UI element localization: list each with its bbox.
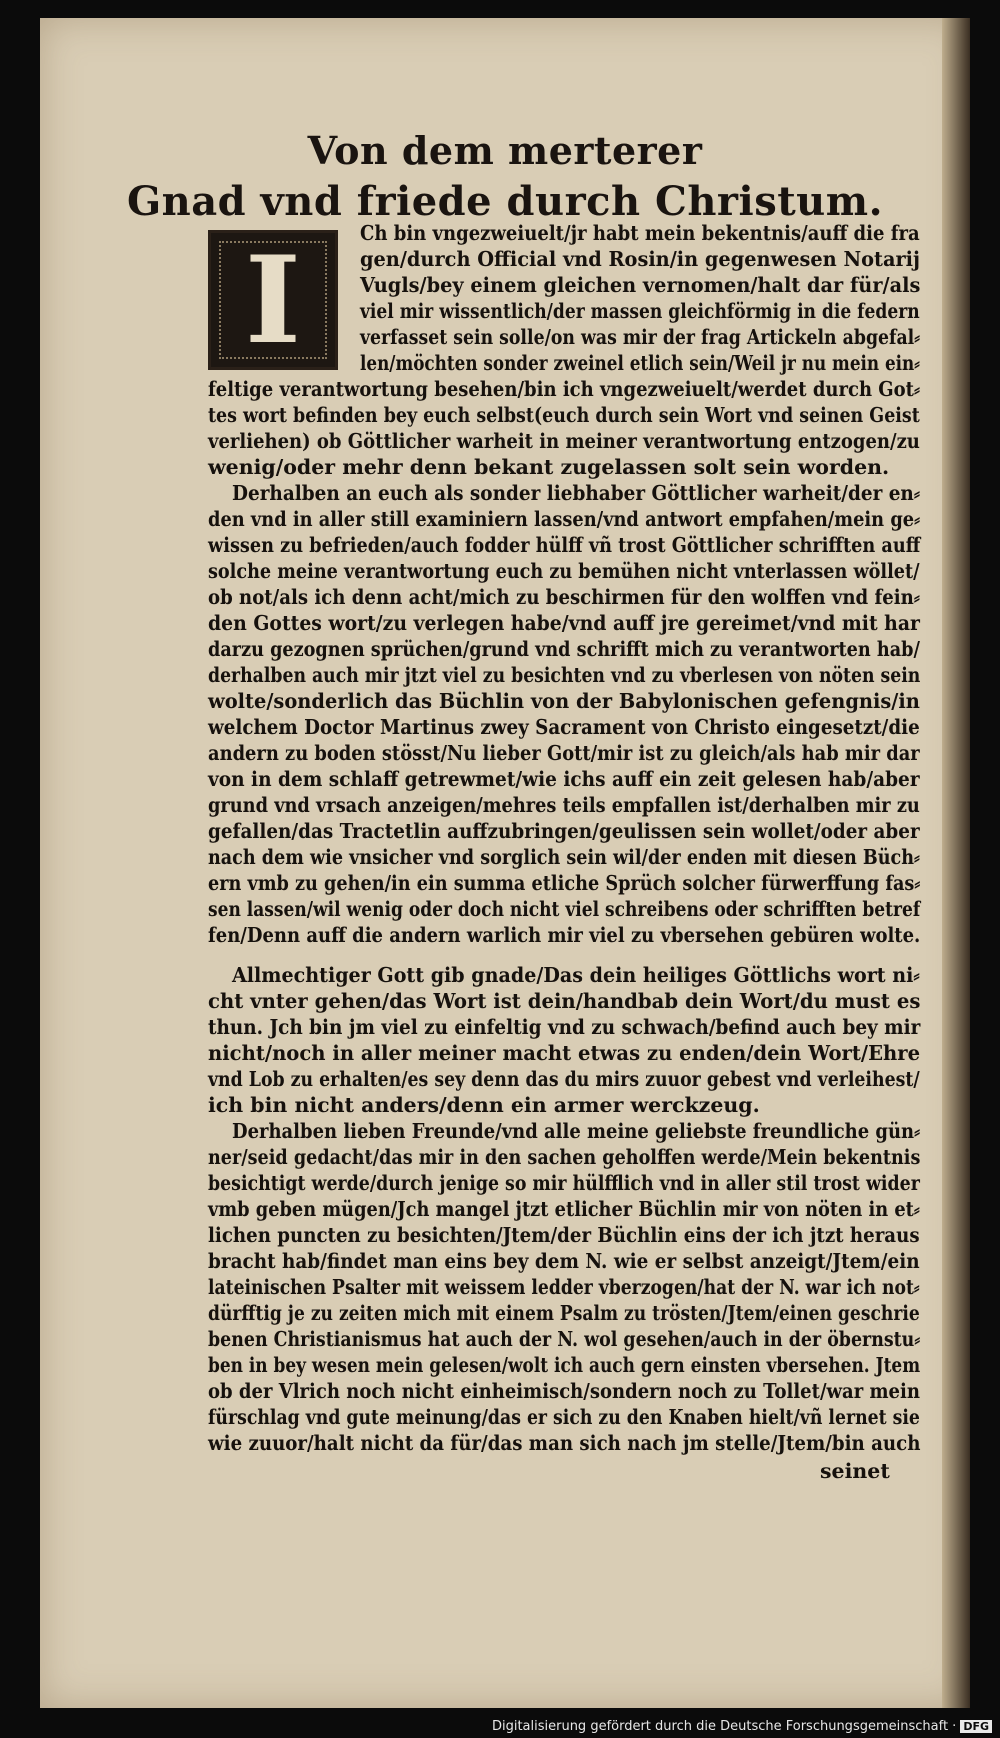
text-line: thun. Jch bin jm viel zu einfeltig vnd zu schwach/befind auch bey mir	[208, 1015, 921, 1039]
book-page	[40, 18, 970, 1708]
text-line: nach dem wie vnsicher vnd sorglich sein wil/der enden mit diesen Büch⸗	[208, 845, 920, 869]
text-line: verfasset sein solle/on was mir der frag Artickeln abgefal⸗	[360, 325, 921, 349]
text-line: Vugls/bey einem gleichen vernomen/halt dar für/als	[360, 273, 921, 297]
text-line: lichen puncten zu besichten/Jtem/der Büchlin eins der ich jtzt heraus	[208, 1223, 920, 1247]
text-line: vnd Lob zu erhalten/es sey denn das du mirs zuuor gebest vnd verleihest/	[208, 1067, 920, 1091]
page-title-line-2: Gnad vnd friede durch Christum.	[126, 178, 884, 225]
text-line: Derhalben lieben Freunde/vnd alle meine geliebste freundliche gün⸗	[232, 1119, 921, 1143]
text-line: feltige verantwortung besehen/bin ich vngezweiuelt/werdet durch Got⸗	[208, 377, 920, 401]
text-line: wie zuuor/halt nicht da für/das man sich nach jm stelle/Jtem/bin auch	[208, 1431, 921, 1455]
credit-text: Digitalisierung gefördert durch die Deutsche Forschungsgemeinschaft ·	[491, 1719, 957, 1734]
text-line: gefallen/das Tractetlin auffzubringen/geulissen sein wollet/oder aber	[208, 819, 920, 843]
text-line: Allmechtiger Gott gib gnade/Das dein heiliges Göttlichs wort ni⸗	[232, 963, 920, 987]
text-line: welchem Doctor Martinus zwey Sacrament von Christo eingesetzt/die	[208, 715, 920, 739]
text-line: darzu gezognen sprüchen/grund vnd schrifft mich zu verantworten hab/	[208, 637, 920, 661]
text-line: vmb geben mügen/Jch mangel jtzt etlicher Büchlin mir von nöten in et⸗	[208, 1197, 920, 1221]
text-line: Derhalben an euch als sonder liebhaber Göttlicher warheit/der en⸗	[232, 481, 920, 505]
text-line: lateinischen Psalter mit weissem ledder vberzogen/hat der N. war ich not⸗	[208, 1275, 920, 1299]
text-line: ner/seid gedacht/das mir in den sachen geholffen werde/Mein bekentnis	[208, 1145, 921, 1169]
book-spine	[942, 18, 970, 1708]
text-line: ob der Vlrich noch nicht einheimisch/sondern noch zu Tollet/war mein	[208, 1379, 920, 1403]
text-line: ich bin nicht anders/denn ein armer werckzeug.	[208, 1093, 760, 1117]
dfg-logo: DFG	[960, 1720, 992, 1733]
digitization-credit	[492, 1719, 992, 1734]
text-line: bracht hab/findet man eins bey dem N. wie er selbst anzeigt/Jtem/ein	[208, 1249, 920, 1273]
text-line: cht vnter gehen/das Wort ist dein/handbab dein Wort/du must es	[208, 989, 921, 1013]
text-line: dürfftig je zu zeiten mich mit einem Psalm zu trösten/Jtem/einen geschrie	[208, 1301, 920, 1325]
text-line: den vnd in aller still examiniern lassen/vnd antwort empfahen/mein ge⸗	[208, 507, 921, 531]
text-line: tes wort befinden bey euch selbst(euch durch sein Wort vnd seinen Geist	[208, 403, 920, 427]
text-line: wenig/oder mehr denn bekant zugelassen solt sein worden.	[208, 455, 890, 479]
text-line: sen lassen/wil wenig oder doch nicht viel schreibens oder schrifften betref	[208, 897, 921, 921]
text-line: nicht/noch in aller meiner macht etwas zu enden/dein Wort/Ehre	[208, 1041, 921, 1065]
decorated-initial: I	[208, 230, 338, 370]
text-line: fürschlag vnd gute meinung/das er sich zu den Knaben hielt/vñ lernet sie	[208, 1405, 920, 1429]
text-line: wissen zu befrieden/auch fodder hülff vñ trost Göttlicher schrifften auff	[208, 533, 921, 557]
text-line: besichtigt werde/durch jenige so mir hülfflich vnd in aller stil trost wider	[208, 1171, 920, 1195]
text-line: wolte/sonderlich das Büchlin von der Babylonischen gefengnis/in	[208, 689, 920, 713]
catchword: seinet	[820, 1459, 890, 1483]
text-line: verliehen) ob Göttlicher warheit in meiner verantwortung entzogen/zu	[208, 429, 920, 453]
text-line: ben in bey wesen mein gelesen/wolt ich auch gern einsten vbersehen. Jtem	[208, 1353, 921, 1377]
text-line: von in dem schlaff getrewmet/wie ichs auff ein zeit gelesen hab/aber	[208, 767, 920, 791]
text-line: derhalben auch mir jtzt viel zu besichten vnd zu vberlesen von nöten sein	[208, 663, 921, 687]
text-line: solche meine verantwortung euch zu bemühen nicht vnterlassen wöllet/	[208, 559, 920, 583]
text-line: gen/durch Official vnd Rosin/in gegenwesen Notarij	[360, 247, 921, 271]
text-line: fen/Denn auff die andern warlich mir viel zu vbersehen gebüren wolte.	[208, 923, 921, 947]
page-title-line-1: Von dem merterer	[307, 128, 703, 173]
text-line: benen Christianismus hat auch der N. wol gesehen/auch in der öbernstu⸗	[208, 1327, 921, 1351]
text-line: den Gottes wort/zu verlegen habe/vnd auff jre gereimet/vnd mit har	[208, 611, 920, 635]
text-line: len/möchten sonder zweinel etlich sein/Weil jr nu mein ein⸗	[360, 351, 920, 375]
text-line: Ch bin vngezweiuelt/jr habt mein bekentnis/auff die fra	[360, 221, 920, 245]
text-line: grund vnd vrsach anzeigen/mehres teils empfallen ist/derhalben mir zu	[208, 793, 920, 817]
text-line: andern zu boden stösst/Nu lieber Gott/mir ist zu gleich/als hab mir dar	[208, 741, 920, 765]
text-line: viel mir wissentlich/der massen gleichförmig in die federn	[360, 299, 920, 323]
text-line: ob not/als ich denn acht/mich zu beschirmen für den wolffen vnd fein⸗	[208, 585, 920, 609]
text-line: ern vmb zu gehen/in ein summa etliche Sprüch solcher fürwerffung fas⸗	[208, 871, 921, 895]
